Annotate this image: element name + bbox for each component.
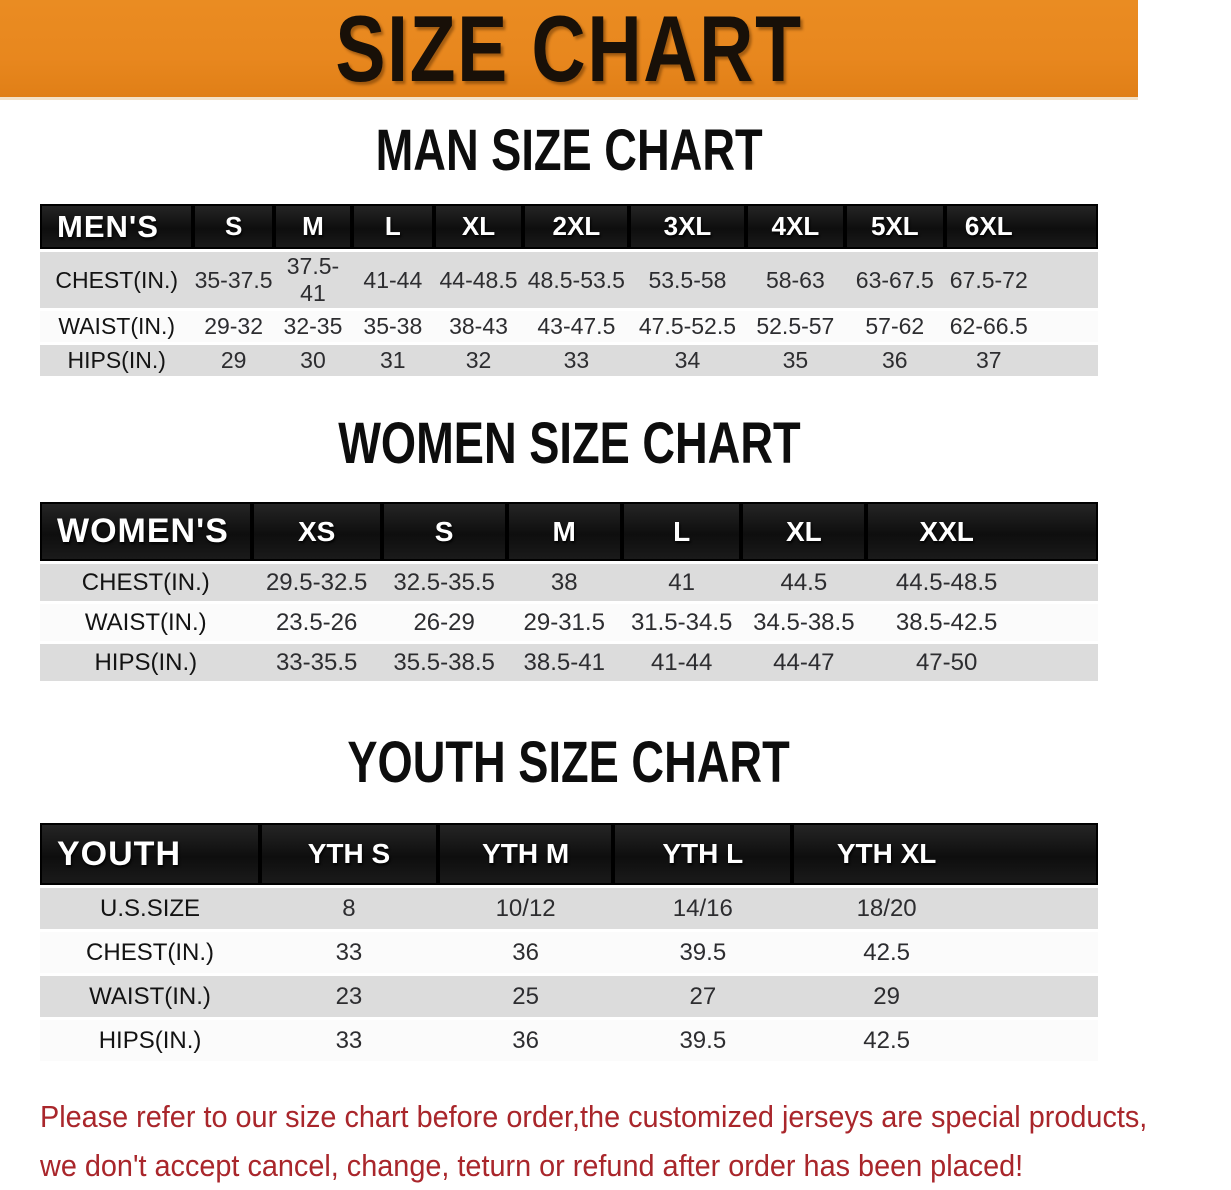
size-column-header: S	[382, 502, 507, 561]
measurement-cell: 23	[260, 976, 438, 1017]
measurement-cell: 35-38	[352, 311, 433, 342]
size-header-row	[40, 502, 1098, 561]
measurement-cell: 44.5	[741, 564, 866, 601]
measurement-cell: 35	[746, 345, 845, 376]
measurement-cell: 37.5-41	[274, 252, 352, 308]
measurement-row	[40, 564, 1098, 601]
measurement-cell: 42.5	[792, 1020, 1098, 1061]
row-label: CHEST(IN.)	[40, 564, 252, 601]
measurement-cell: 47-50	[866, 644, 1098, 681]
size-column-header: XXL	[866, 502, 1098, 561]
men-section-heading	[0, 118, 1138, 183]
measurement-cell: 41-44	[622, 644, 742, 681]
measurement-row	[40, 932, 1098, 973]
row-label: WAIST(IN.)	[40, 976, 260, 1017]
measurement-cell: 36	[438, 932, 614, 973]
size-header-row	[40, 204, 1098, 249]
measurement-cell: 62-66.5	[945, 311, 1098, 342]
row-label: CHEST(IN.)	[40, 252, 193, 308]
measurement-cell: 38.5-41	[507, 644, 622, 681]
row-label: U.S.SIZE	[40, 888, 260, 929]
measurement-cell: 29	[193, 345, 273, 376]
row-label: HIPS(IN.)	[40, 1020, 260, 1061]
youth-size-table	[40, 820, 1098, 1064]
measurement-cell: 31.5-34.5	[622, 604, 742, 641]
measurement-row	[40, 604, 1098, 641]
size-column-header: 5XL	[845, 204, 944, 249]
banner-title: SIZE CHART	[335, 0, 803, 101]
men-section-heading-text: MAN SIZE CHART	[375, 118, 763, 183]
youth-section-heading-text: YOUTH SIZE CHART	[347, 730, 791, 795]
measurement-cell: 27	[613, 976, 792, 1017]
measurement-cell: 67.5-72	[945, 252, 1098, 308]
table-group-label: WOMEN'S	[40, 502, 252, 561]
measurement-cell: 48.5-53.5	[523, 252, 629, 308]
measurement-cell: 39.5	[613, 1020, 792, 1061]
size-column-header: M	[274, 204, 352, 249]
men-section	[0, 118, 1138, 379]
women-section-heading	[0, 411, 1138, 476]
measurement-row	[40, 644, 1098, 681]
size-header-row	[40, 823, 1098, 885]
size-column-header: XL	[741, 502, 866, 561]
size-column-header: L	[622, 502, 742, 561]
women-section-heading-text: WOMEN SIZE CHART	[337, 411, 801, 476]
youth-section-heading	[0, 730, 1138, 795]
measurement-cell: 41-44	[352, 252, 433, 308]
size-column-header: XS	[252, 502, 382, 561]
measurement-cell: 29-32	[193, 311, 273, 342]
measurement-cell: 35-37.5	[193, 252, 273, 308]
size-column-header: 6XL	[945, 204, 1098, 249]
measurement-cell: 33-35.5	[252, 644, 382, 681]
size-column-header: YTH S	[260, 823, 438, 885]
measurement-cell: 52.5-57	[746, 311, 845, 342]
table-group-label: YOUTH	[40, 823, 260, 885]
measurement-cell: 31	[352, 345, 433, 376]
size-column-header: XL	[434, 204, 524, 249]
notice-line-1: Please refer to our size chart before order,the customized jerseys are special products,	[40, 1099, 1148, 1134]
measurement-cell: 29-31.5	[507, 604, 622, 641]
row-label: HIPS(IN.)	[40, 644, 252, 681]
measurement-cell: 53.5-58	[629, 252, 745, 308]
row-label: CHEST(IN.)	[40, 932, 260, 973]
measurement-cell: 30	[274, 345, 352, 376]
footer-notice	[40, 1092, 1148, 1190]
women-size-table	[40, 499, 1098, 684]
measurement-cell: 35.5-38.5	[382, 644, 507, 681]
measurement-cell: 38.5-42.5	[866, 604, 1098, 641]
measurement-row	[40, 1020, 1098, 1061]
measurement-cell: 33	[260, 932, 438, 973]
measurement-cell: 42.5	[792, 932, 1098, 973]
size-column-header: M	[507, 502, 622, 561]
measurement-cell: 26-29	[382, 604, 507, 641]
measurement-cell: 44-47	[741, 644, 866, 681]
measurement-cell: 36	[438, 1020, 614, 1061]
size-column-header: 2XL	[523, 204, 629, 249]
measurement-cell: 43-47.5	[523, 311, 629, 342]
measurement-cell: 38-43	[434, 311, 524, 342]
measurement-cell: 29.5-32.5	[252, 564, 382, 601]
measurement-cell: 47.5-52.5	[629, 311, 745, 342]
women-section	[0, 411, 1138, 684]
measurement-cell: 33	[260, 1020, 438, 1061]
youth-section	[0, 730, 1138, 1064]
measurement-cell: 23.5-26	[252, 604, 382, 641]
size-column-header: YTH XL	[792, 823, 1098, 885]
measurement-cell: 38	[507, 564, 622, 601]
size-column-header: L	[352, 204, 433, 249]
size-column-header: YTH L	[613, 823, 792, 885]
measurement-row	[40, 976, 1098, 1017]
measurement-row	[40, 345, 1098, 376]
measurement-cell: 39.5	[613, 932, 792, 973]
measurement-cell: 57-62	[845, 311, 944, 342]
measurement-row	[40, 252, 1098, 308]
measurement-cell: 18/20	[792, 888, 1098, 929]
measurement-cell: 25	[438, 976, 614, 1017]
measurement-cell: 32-35	[274, 311, 352, 342]
measurement-cell: 10/12	[438, 888, 614, 929]
size-column-header: 4XL	[746, 204, 845, 249]
measurement-cell: 34.5-38.5	[741, 604, 866, 641]
measurement-cell: 36	[845, 345, 944, 376]
measurement-cell: 37	[945, 345, 1098, 376]
measurement-cell: 14/16	[613, 888, 792, 929]
measurement-cell: 34	[629, 345, 745, 376]
measurement-cell: 32	[434, 345, 524, 376]
measurement-row	[40, 311, 1098, 342]
row-label: WAIST(IN.)	[40, 604, 252, 641]
size-column-header: YTH M	[438, 823, 614, 885]
measurement-cell: 44.5-48.5	[866, 564, 1098, 601]
measurement-cell: 58-63	[746, 252, 845, 308]
men-size-table	[40, 201, 1098, 379]
measurement-cell: 44-48.5	[434, 252, 524, 308]
measurement-cell: 29	[792, 976, 1098, 1017]
row-label: HIPS(IN.)	[40, 345, 193, 376]
measurement-cell: 33	[523, 345, 629, 376]
measurement-row	[40, 888, 1098, 929]
banner	[0, 0, 1138, 100]
size-column-header: S	[193, 204, 273, 249]
measurement-cell: 8	[260, 888, 438, 929]
measurement-cell: 63-67.5	[845, 252, 944, 308]
measurement-cell: 41	[622, 564, 742, 601]
row-label: WAIST(IN.)	[40, 311, 193, 342]
size-column-header: 3XL	[629, 204, 745, 249]
measurement-cell: 32.5-35.5	[382, 564, 507, 601]
table-group-label: MEN'S	[40, 204, 193, 249]
notice-line-2: we don't accept cancel, change, teturn or refund after order has been placed!	[40, 1148, 1024, 1183]
